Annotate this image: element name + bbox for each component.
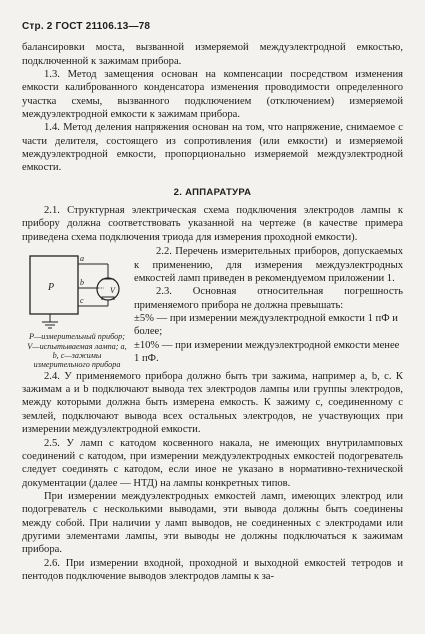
paragraph-2-4: 2.4. У применяемого прибора должно быть три зажима, например a, b, c. К зажимам a и b подключают вывода тех электродов лампы или группы электродов, между которыми должна быть измерена емкость. К зажиму c, соединенному с землей, подключают вывода всех остальных электродов, не участвующих при измерении междуэлектродной емкости. (22, 370, 403, 436)
paragraph-1-3: 1.3. Метод замещения основан на компенсации посредством изменения емкости калиброванного конденсатора изменения проводимости определенного участка схемы, вызванного подключением (отключением) измеряемой междуэлектродной емкости к зажимам прибора. (22, 69, 403, 121)
paragraph-2-6: 2.6. При измерении входной, проходной и выходной емкостей тетродов и пентодов подключение выводов электродов лампы к за- (22, 557, 403, 582)
terminal-a-label: a (80, 254, 84, 264)
circuit-diagram (22, 248, 122, 330)
circuit-figure (22, 248, 128, 370)
tolerance-10pct: ±10% — при измерении междуэлектродной емкости менее 1 пФ. (134, 339, 400, 364)
paragraph-2-1: 2.1. Структурная электрическая схема подключения электродов лампы к прибору должна соответствовать указанной на чертеже (в качестве примера приведена схема подключения триода для измерения проходной емкости). (22, 205, 403, 243)
terminal-c-label: c (80, 296, 84, 306)
tolerance-5pct: ±5% — при измерении междуэлектродной емкости 1 пФ и более; (134, 312, 398, 338)
figure-block (22, 245, 403, 370)
paragraph-2-2: 2.2. Перечень измерительных приборов, допускаемых к применению, для измерения междуэлектродных емкостей ламп приведен в рекомендуемом приложении 1. (134, 246, 403, 284)
terminal-b-label: b (80, 278, 84, 288)
paragraph-1-4: 1.4. Метод деления напряжения основан на том, что напряжение, снимаемое с части делителя, состоящего из сопротивления (или емкости) и измеряемой междуэлектродной емкости, пропорционально измеряемой междуэлектродной емкости. (22, 122, 403, 174)
document-page (22, 20, 403, 583)
paragraph-2-5: 2.5. У ламп с катодом косвенного накала, не имеющих внутриламповых соединений с катодом, при измерении междуэлектродных емкостей подогреватель следует соединять с катодом, если иное не указано в нормативно-технической документации (далее — НТД) на лампы конкретных типов. (22, 437, 403, 489)
paragraph-continued: балансировки моста, вызванной измеряемой междуэлектродной емкостью, подключенной к зажимам прибора. (22, 42, 403, 67)
page-header: Стр. 2 ГОСТ 21106.13—78 (22, 21, 151, 32)
section-heading: 2. АППАРАТУРА (173, 186, 252, 198)
figure-caption: P—измерительный прибор; V—испытываемая лампа; a, b, c—зажимы измерительного прибора (27, 332, 127, 370)
tube-label: V (110, 286, 115, 296)
instrument-label: P (48, 282, 55, 294)
paragraph-2-5-cont: При измерении междуэлектродных емкостей ламп, имеющих электрод или подогреватель с несколькими выводами, эти вывода должны быть соединены между собой. При наличии у ламп выводов, не соединенных с электродами или другими элементами лампы, эти выводы не должны подключаться к зажимам прибора. (22, 490, 403, 556)
paragraph-2-3: 2.3. Основная относительная погрешность применяемого прибора не должна превышать: (134, 286, 403, 311)
figure-side-text (128, 245, 403, 370)
